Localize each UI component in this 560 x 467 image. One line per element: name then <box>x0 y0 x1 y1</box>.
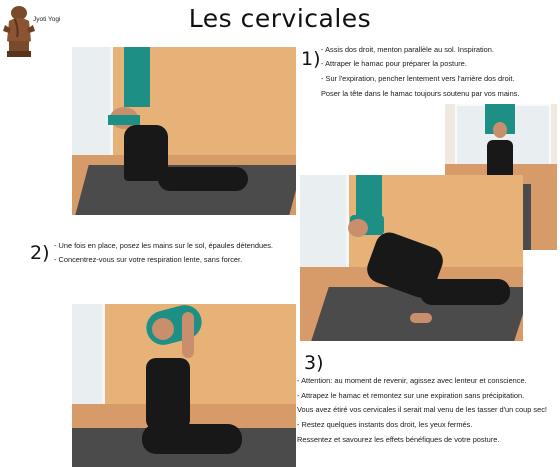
step-3-line-1: - Attention: au moment de revenir, agissez avec lenteur et conscience. <box>297 376 527 385</box>
step-1-number: 1) <box>301 48 321 70</box>
step-2-line-2: - Concentrez-vous sur votre respiration lente, sans forcer. <box>54 255 243 264</box>
step-1-line-1: - Assis dos droit, menton parallèle au sol. Inspiration. <box>321 45 494 54</box>
step-2-line-1: - Une fois en place, posez les mains sur le sol, épaules détendues. <box>54 241 273 250</box>
step-1-line-4: Poser la tête dans le hamac toujours soutenu par vos mains. <box>321 89 520 98</box>
photo-step-3-returning <box>72 304 296 467</box>
step-1-line-2: - Attraper le hamac pour préparer la posture. <box>321 59 467 68</box>
photo-step-1-seated-grab <box>72 47 296 215</box>
photo-step-2-reclined <box>300 175 523 341</box>
step-3-line-4: - Restez quelques instants dos droit, les yeux fermés. <box>297 420 473 429</box>
page-title: Les cervicales <box>188 4 372 33</box>
step-3-line-5: Ressentez et savourez les effets bénéfiques de votre posture. <box>297 435 500 444</box>
step-3-line-2: - Attrapez le hamac et remontez sur une expiration sans précipitation. <box>297 391 525 400</box>
logo-label: Jyoti Yogi <box>33 16 61 23</box>
step-1-line-3: - Sur l'expiration, pencher lentement vers l'arrière dos droit. <box>321 74 515 83</box>
step-2-number: 2) <box>30 242 50 264</box>
step-3-number: 3) <box>304 352 324 374</box>
step-3-line-3: Vous avez étiré vos cervicales il serait mal venu de les tasser d'un coup sec! <box>297 405 547 414</box>
